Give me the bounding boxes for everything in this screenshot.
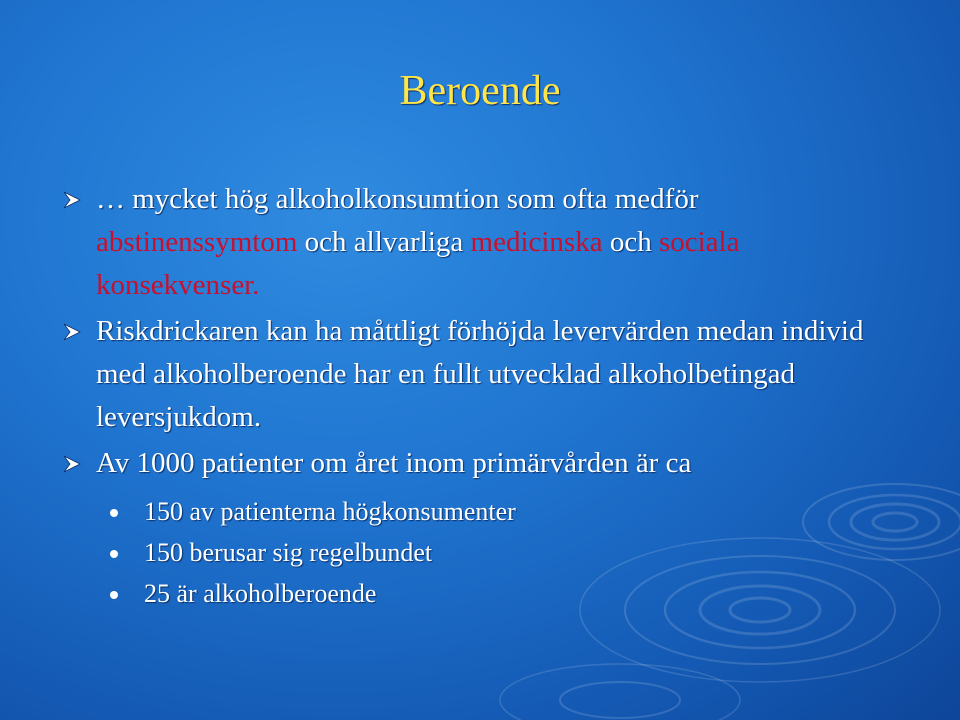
arrowhead-icon: [62, 190, 82, 210]
round-bullet-icon: [110, 509, 118, 517]
bullet-text: och: [602, 226, 659, 258]
sub-bullet-text: 150 av patienterna högkonsumenter: [144, 497, 516, 526]
arrowhead-icon: [62, 454, 82, 474]
sub-bullet-text: 25 är alkoholberoende: [144, 579, 377, 608]
highlight-period: .: [252, 269, 260, 301]
arrowhead-icon: [62, 322, 82, 342]
highlight-medicinska: medicinska: [470, 226, 603, 258]
bullet-list: [62, 178, 902, 614]
bullet-text: Av 1000 patienter om året inom primärvården är ca: [96, 447, 692, 479]
highlight-sociala-konsekvenser: sociala konsekvenser: [96, 226, 740, 301]
sub-bullet-text: 150 berusar sig regelbundet: [144, 538, 433, 567]
round-bullet-icon: [110, 591, 118, 599]
bullet-text: och allvarliga: [297, 226, 471, 258]
sub-bullet-item: [106, 532, 902, 573]
sub-bullet-item: [106, 491, 902, 532]
sub-bullet-list: [106, 491, 902, 614]
bullet-item-riskdrickaren: [62, 310, 902, 439]
sub-bullet-item: [106, 573, 902, 614]
bullet-text: Riskdrickaren kan ha måttligt förhöjda levervärden medan individ med alkoholberoende har en fullt utvecklad alkoholbetingad leversjukdom.: [96, 315, 864, 433]
highlight-abstinenssymtom: abstinenssymtom: [96, 226, 298, 258]
bullet-text: … mycket hög alkoholkonsumtion som ofta medför: [96, 183, 699, 215]
bullet-item-consumption: [62, 178, 902, 307]
round-bullet-icon: [110, 550, 118, 558]
bullet-item-patienter: [62, 442, 902, 485]
slide-title: Beroende: [399, 68, 561, 114]
